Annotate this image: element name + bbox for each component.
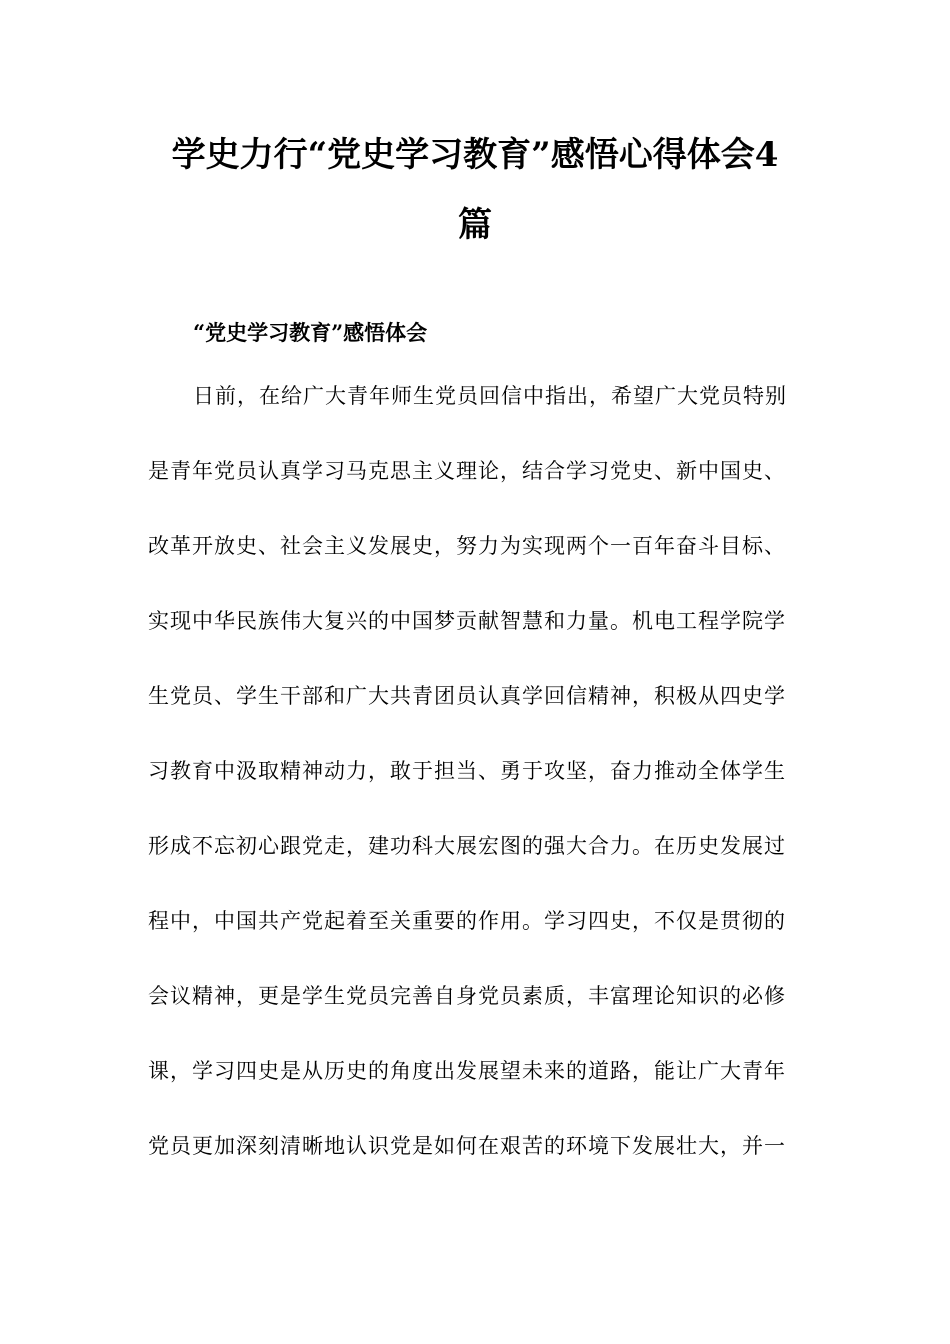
paragraph-line: 课，学习四史是从历史的角度出发展望未来的道路，能让广大青年 (148, 1059, 786, 1083)
paragraph-line: 实现中华民族伟大复兴的中国梦贡献智慧和力量。机电工程学院学 (148, 609, 786, 633)
paragraph-line: 会议精神，更是学生党员完善自身党员素质，丰富理论知识的必修 (148, 984, 786, 1008)
paragraph-line: 日前，在给广大青年师生党员回信中指出，希望广大党员特别 (193, 384, 787, 408)
paragraph-line: 形成不忘初心跟党走，建功科大展宏图的强大合力。在历史发展过 (148, 834, 786, 858)
paragraph-line: 程中，中国共产党起着至关重要的作用。学习四史，不仅是贯彻的 (148, 909, 786, 933)
paragraph-line: 生党员、学生干部和广大共青团员认真学回信精神，积极从四史学 (148, 684, 786, 708)
section-heading: “党史学习教育”感悟体会 (193, 320, 428, 345)
document-title-line-2: 篇 (458, 205, 492, 245)
document-title-line-1: 学史力行“党史学习教育”感悟心得体会4 (171, 135, 779, 175)
paragraph-line: 习教育中汲取精神动力，敢于担当、勇于攻坚，奋力推动全体学生 (148, 759, 786, 783)
paragraph-line: 党员更加深刻清晰地认识党是如何在艰苦的环境下发展壮大，并一 (148, 1134, 786, 1158)
paragraph-line: 改革开放史、社会主义发展史，努力为实现两个一百年奋斗目标、 (148, 534, 786, 558)
paragraph-line: 是青年党员认真学习马克思主义理论，结合学习党史、新中国史、 (148, 459, 786, 483)
